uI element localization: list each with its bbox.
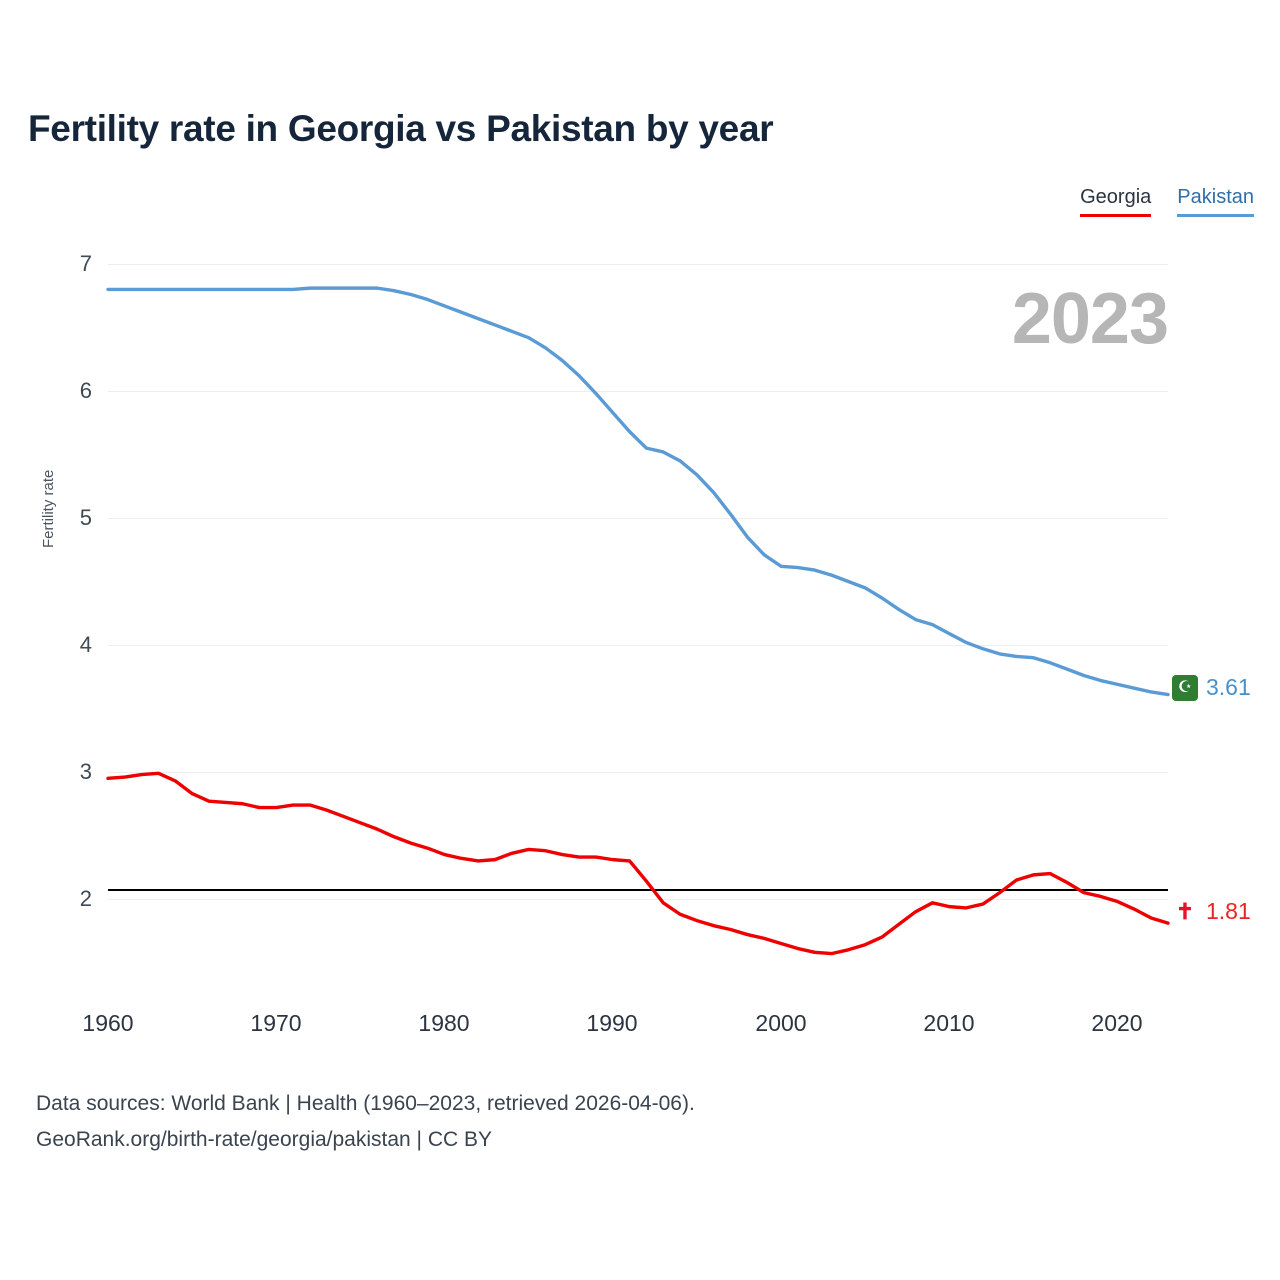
end-label-pakistan [1172, 674, 1251, 701]
line-pakistan [108, 288, 1168, 694]
x-tick-label-2010: 2010 [923, 1010, 975, 1036]
end-value-pakistan: 3.61 [1206, 674, 1251, 700]
x-tick-label-1990: 1990 [586, 1010, 638, 1036]
legend [1080, 186, 1254, 217]
end-value-georgia: 1.81 [1206, 898, 1251, 924]
y-tick-label-7: 7 [79, 251, 92, 276]
y-tick-label-3: 3 [79, 759, 92, 784]
legend-item-georgia[interactable]: Georgia [1080, 186, 1151, 217]
y-tick-label-6: 6 [79, 378, 92, 403]
line-georgia [108, 773, 1168, 953]
x-tick-label-1960: 1960 [82, 1010, 134, 1036]
x-tick-label-1970: 1970 [250, 1010, 302, 1036]
georgia-flag-icon: ✝ [1172, 899, 1198, 925]
plot-area [79, 251, 1168, 1004]
y-axis-title: Fertility rate [40, 469, 57, 548]
series-lines [108, 264, 1168, 1004]
x-tick-label-2000: 2000 [755, 1010, 807, 1036]
y-tick-label-5: 5 [79, 505, 92, 530]
x-tick-label-1980: 1980 [418, 1010, 470, 1036]
y-tick-label-2: 2 [79, 886, 92, 911]
y-tick-label-4: 4 [79, 632, 92, 657]
x-tick-label-2020: 2020 [1091, 1010, 1143, 1036]
footer-attribution: GeoRank.org/birth-rate/georgia/pakistan | CC BY [36, 1127, 493, 1151]
page-title: Fertility rate in Georgia vs Pakistan by year [28, 108, 774, 149]
footer [36, 1086, 695, 1157]
x-axis [82, 1010, 1168, 1050]
end-label-georgia [1172, 898, 1251, 925]
footer-data-sources: Data sources: World Bank | Health (1960–2023, retrieved 2026-04-06). [36, 1092, 695, 1115]
pakistan-flag-icon: ☪ [1172, 675, 1198, 701]
legend-item-pakistan[interactable]: Pakistan [1177, 186, 1254, 217]
year-badge: 2023 [1011, 279, 1168, 359]
